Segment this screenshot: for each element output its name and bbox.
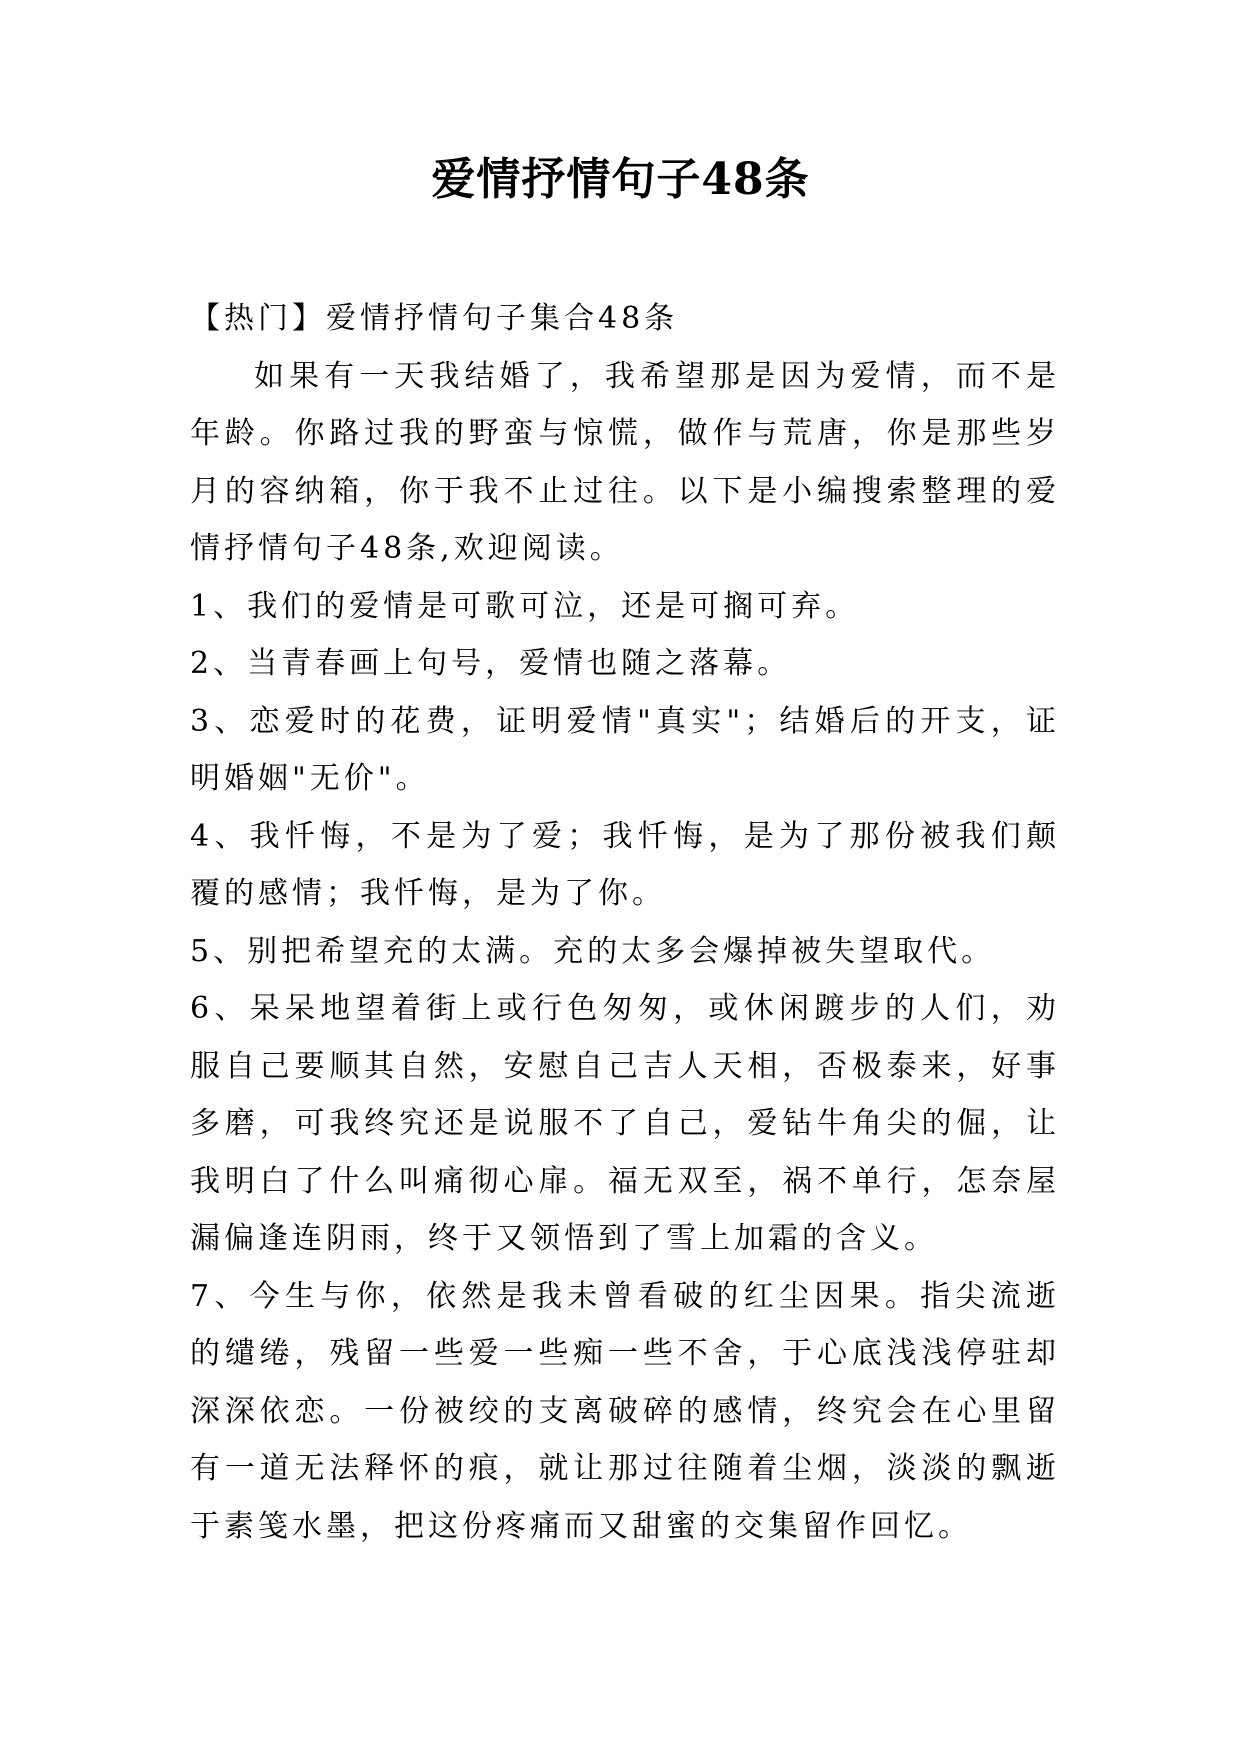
- list-item: 3、恋爱时的花费，证明爱情"真实"；结婚后的开支，证明婚姻"无价"。: [190, 703, 1060, 796]
- list-item: 1、我们的爱情是可歌可泣，还是可搁可弃。: [190, 588, 860, 624]
- intro-paragraph: 如果有一天我结婚了，我希望那是因为爱情，而不是年龄。你路过我的野蛮与惊慌，做作与荒唐，你是那些岁月的容纳箱，你于我不止过往。以下是小编搜索整理的爱情抒情句子48条,欢迎阅读。: [190, 358, 1060, 566]
- document-body: [190, 290, 1060, 1555]
- list-item: 2、当青春画上句号，爱情也随之落幕。: [190, 646, 792, 681]
- list-item: 6、呆呆地望着街上或行色匆匆，或休闲踱步的人们，劝服自己要顺其自然，安慰自己吉人天相，否极泰来，好事多磨，可我终究还是说服不了自己，爱钻牛角尖的倔，让我明白了什么叫痛彻心扉。福无双至，祸不单行，怎奈屋漏偏逢连阴雨，终于又领悟到了雪上加霜的含义。: [190, 991, 1060, 1256]
- document-subtitle: 【热门】爱情抒情句子集合48条: [190, 301, 679, 336]
- list-item: 4、我忏悔，不是为了爱；我忏悔，是为了那份被我们颠覆的感情；我忏悔，是为了你。: [190, 818, 1060, 911]
- document-title: 爱情抒情句子48条: [431, 154, 810, 205]
- list-item: 5、别把希望充的太满。充的太多会爆掉被失望取代。: [190, 933, 996, 969]
- list-item: 7、今生与你，依然是我未曾看破的红尘因果。指尖流逝的缱绻，残留一些爱一些痴一些不舍，于心底浅浅停驻却深深依恋。一份被绞的支离破碎的感情，终究会在心里留有一道无法释怀的痕，就让那过往随着尘烟，淡淡的飘逝于素笺水墨，把这份疼痛而又甜蜜的交集留作回忆。: [190, 1278, 1060, 1544]
